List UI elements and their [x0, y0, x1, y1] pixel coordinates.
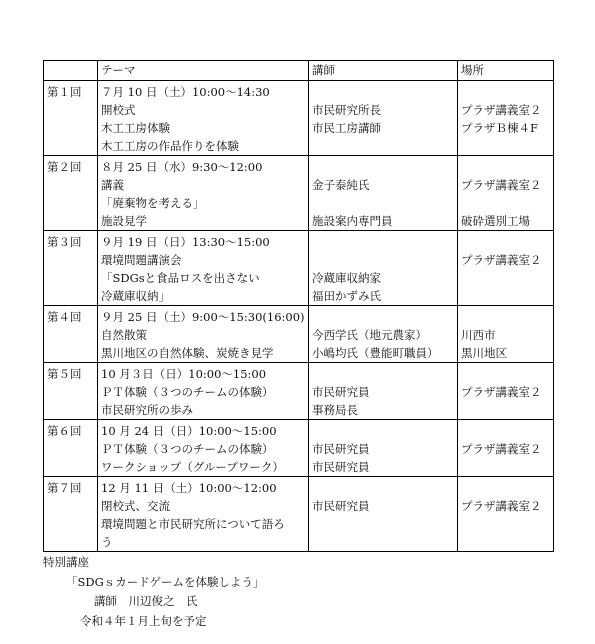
session-lecturer-cell [309, 477, 458, 552]
session-theme-cell [98, 231, 309, 306]
session-lecturer-line: 冷蔵庫収納家 [312, 271, 381, 285]
session-place-line: プラザ講義室２ [461, 442, 542, 456]
session-lecturer-cell [309, 363, 458, 420]
session-row [44, 156, 554, 231]
session-lecturer-cell [309, 81, 458, 156]
session-theme-line: 講義 [101, 178, 124, 192]
session-theme-line: 冷蔵庫収納」 [101, 289, 170, 303]
session-place-line [461, 287, 550, 305]
session-number: 第５回 [44, 363, 98, 420]
session-lecturer-cell [309, 420, 458, 477]
session-place-line [461, 269, 550, 287]
session-lecturer-cell [309, 306, 458, 363]
session-place-cell [458, 231, 554, 306]
session-theme-line: 施設見学 [101, 214, 147, 228]
session-theme-line: 木工工房体験 [101, 121, 170, 135]
session-place-line [461, 233, 550, 251]
special-lecture-schedule: 令和４年１月上旬を予定 [80, 613, 207, 628]
session-number: 第７回 [44, 477, 98, 552]
session-theme-line: ＰＴ体験（３つのチームの体験） [101, 442, 274, 456]
session-lecturer-line [312, 83, 454, 101]
session-place-line [461, 458, 550, 476]
session-theme-cell [98, 156, 309, 231]
session-theme-line: ９月 19 日（日）13:30～15:00 [101, 235, 270, 249]
session-row [44, 363, 554, 420]
table-header-row [44, 61, 554, 81]
session-lecturer-line [312, 533, 454, 551]
session-place-line: プラザ講義室２ [461, 253, 542, 267]
special-lecture-note [43, 553, 265, 631]
session-lecturer-line: 福田かずみ氏 [312, 289, 381, 303]
session-place-line [461, 479, 550, 497]
session-row [44, 81, 554, 156]
session-place-cell [458, 420, 554, 477]
session-theme-line: う [101, 535, 113, 549]
session-lecturer-line [312, 233, 454, 251]
session-place-line [461, 515, 550, 533]
session-place-line [461, 365, 550, 383]
header-cell-place: 場所 [458, 61, 554, 81]
session-theme-line: ＰＴ体験（３つのチームの体験） [101, 385, 274, 399]
session-lecturer-line: 市民研究員 [312, 499, 370, 513]
session-theme-line: 10 月 24 日（日）10:00～15:00 [101, 424, 277, 438]
session-place-line: 黒川地区 [461, 346, 507, 360]
session-lecturer-line: 今西学氏（地元農家） [312, 328, 427, 342]
session-place-cell [458, 363, 554, 420]
session-theme-line: 自然散策 [101, 328, 147, 342]
session-theme-line: 「廃棄物を考える」 [101, 196, 205, 210]
session-row [44, 420, 554, 477]
session-place-line: プラザ講義室２ [461, 499, 542, 513]
session-place-line: プラザ講義室２ [461, 385, 542, 399]
session-lecturer-line: 小嶋均氏（豊能町職員） [312, 346, 439, 360]
session-theme-line: 環境問題と市民研究所について語ろ [101, 517, 285, 531]
session-number: 第６回 [44, 420, 98, 477]
session-row [44, 231, 554, 306]
session-theme-cell [98, 306, 309, 363]
session-theme-cell [98, 420, 309, 477]
header-cell-number [44, 61, 98, 81]
session-place-line: プラザ講義室２ [461, 103, 542, 117]
session-place-line [461, 533, 550, 551]
session-place-cell [458, 156, 554, 231]
session-theme-line: 黒川地区の自然体験、炭焼き見学 [101, 346, 274, 360]
session-lecturer-line: 市民研究員 [312, 442, 370, 456]
session-theme-line: 「SDGsと食品ロスを出さない [101, 271, 260, 285]
special-lecture-title: 「SDGｓカードゲームを体験しよう」 [66, 574, 265, 589]
session-theme-line: ７月 10 日（土）10:00～14:30 [101, 85, 270, 99]
schedule-table [43, 60, 554, 552]
session-theme-line: 閉校式、交流 [101, 499, 170, 513]
session-lecturer-line [312, 137, 454, 155]
session-row [44, 477, 554, 552]
session-place-line [461, 401, 550, 419]
session-theme-line: 10 月３日（日）10:00～15:00 [101, 367, 267, 381]
session-place-line [461, 308, 550, 326]
session-theme-cell [98, 81, 309, 156]
session-place-line [461, 137, 550, 155]
session-theme-cell [98, 363, 309, 420]
special-lecture-heading: 特別講座 [43, 555, 89, 569]
session-lecturer-line [312, 515, 454, 533]
session-place-line [461, 194, 550, 212]
session-lecturer-line: 市民工房講師 [312, 121, 381, 135]
session-number: 第１回 [44, 81, 98, 156]
session-lecturer-line [312, 365, 454, 383]
session-lecturer-line: 市民研究員 [312, 460, 370, 474]
session-lecturer-line [312, 251, 454, 269]
session-theme-line: 環境問題講演会 [101, 253, 182, 267]
session-place-cell [458, 477, 554, 552]
session-lecturer-line: 施設案内専門員 [312, 214, 393, 228]
session-place-line [461, 422, 550, 440]
session-theme-line: 12 月 11 日（土）10:00～12:00 [101, 481, 277, 495]
session-theme-line: ９月 25 日（土）9:00～15:30(16:00) [101, 310, 305, 324]
session-place-cell [458, 81, 554, 156]
session-lecturer-line [312, 158, 454, 176]
session-place-line: プラザ講義室２ [461, 178, 542, 192]
session-theme-line: 木工工房の作品作りを体験 [101, 139, 239, 153]
session-number: 第２回 [44, 156, 98, 231]
session-number: 第３回 [44, 231, 98, 306]
session-theme-line: 市民研究所の歩み [101, 403, 193, 417]
session-theme-line: 開校式 [101, 103, 136, 117]
session-lecturer-line [312, 308, 454, 326]
session-theme-cell [98, 477, 309, 552]
session-place-line [461, 158, 550, 176]
session-lecturer-cell [309, 156, 458, 231]
session-row [44, 306, 554, 363]
session-place-line: 川西市 [461, 328, 496, 342]
special-lecture-lecturer: 講師 川辺俊之 氏 [94, 594, 198, 608]
session-place-line [461, 83, 550, 101]
session-lecturer-line: 市民研究所長 [312, 103, 381, 117]
session-place-line: 破砕選別工場 [461, 214, 530, 228]
session-number: 第４回 [44, 306, 98, 363]
session-theme-line: ワークショップ（グループワーク） [101, 460, 284, 474]
session-lecturer-line: 金子泰純氏 [312, 178, 370, 192]
session-lecturer-line [312, 422, 454, 440]
session-place-line: プラザＢ棟４F [461, 121, 538, 135]
session-lecturer-line [312, 479, 454, 497]
session-lecturer-line: 事務局長 [312, 403, 358, 417]
session-lecturer-cell [309, 231, 458, 306]
session-place-cell [458, 306, 554, 363]
session-lecturer-line: 市民研究員 [312, 385, 370, 399]
header-cell-theme: テーマ [98, 61, 309, 81]
session-theme-line: ８月 25 日（水）9:30～12:00 [101, 160, 263, 174]
header-cell-lecturer: 講師 [309, 61, 458, 81]
session-lecturer-line [312, 194, 454, 212]
